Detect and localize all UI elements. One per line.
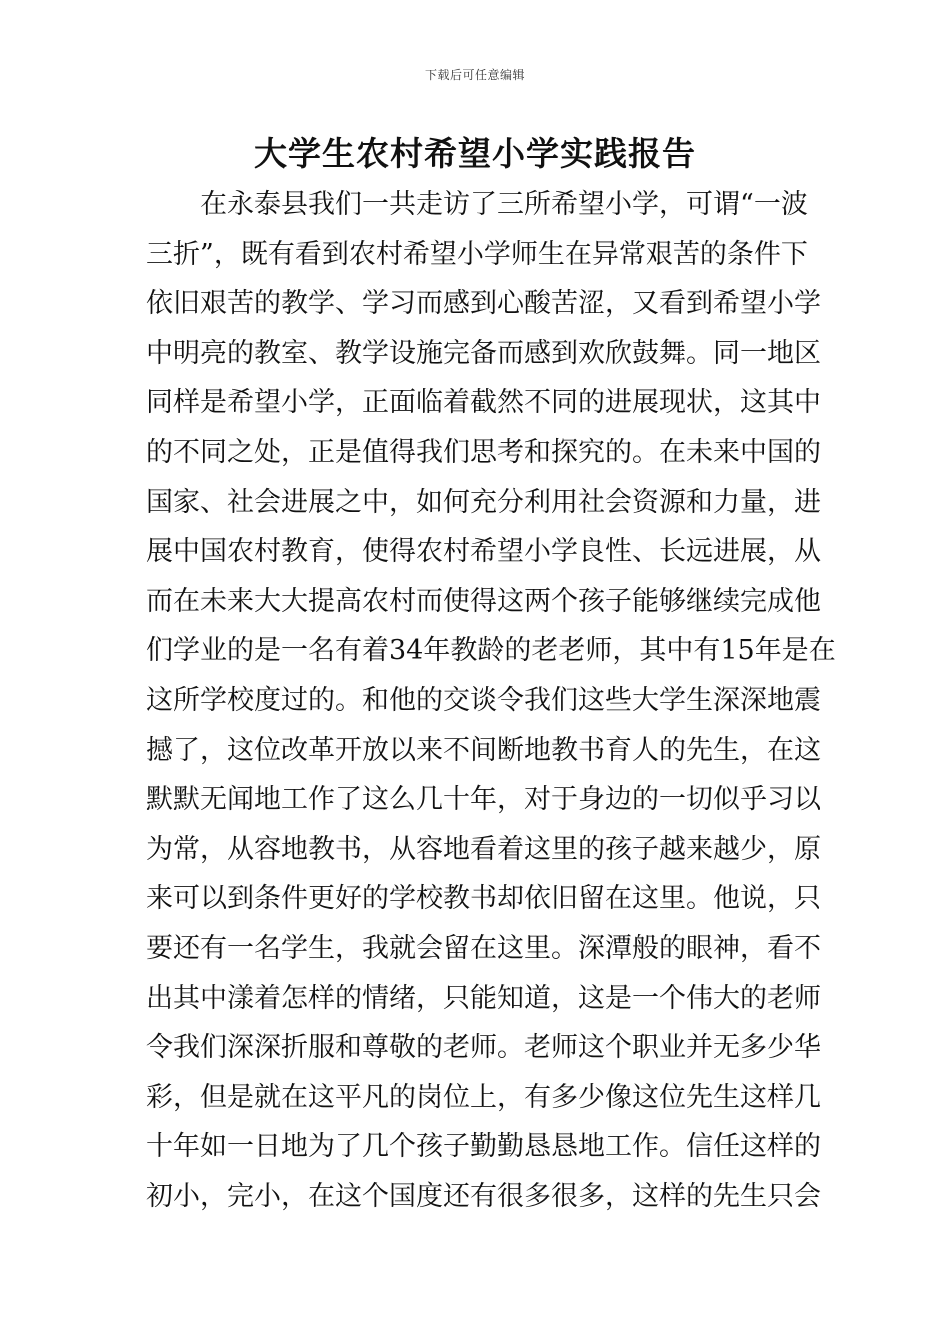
body-text: [146, 180, 836, 1221]
paragraph-line: 为 常 ， 从 容 地 教 书 ， 从 容 地 看 着 这 里 的 孩 子 越 来 越 少 ， 原: [146, 833, 821, 865]
paragraph-line: 的 不 同 之 处 ， 正 是 值 得 我 们 思 考 和 探 究 的 。 在 未 来 中 国 的: [146, 436, 821, 468]
paragraph-line: 这 所 学 校 度 过 的 。 和 他 的 交 谈 令 我 们 这 些 大 学 生 深 深 地 震: [146, 684, 821, 716]
document-title: 大学生农村希望小学实践报告: [254, 134, 696, 173]
paragraph-line: 默 默 无 闻 地 工 作 了 这 么 几 十 年 ， 对 于 身 边 的 一 切 似 乎 习 以: [146, 784, 821, 816]
paragraph-line: 三 折 ” ， 既 有 看 到 农 村 希 望 小 学 师 生 在 异 常 艰 苦 的 条 件 下: [146, 238, 808, 270]
paragraph-line: 来 可 以 到 条 件 更 好 的 学 校 教 书 却 依 旧 留 在 这 里 。 他 说 ， 只: [146, 883, 821, 915]
paragraph-line: 在 永 泰 县 我 们 一 共 走 访 了 三 所 希 望 小 学 ， 可 谓 “ 一 波: [200, 189, 808, 220]
header-note: 下载后可任意编辑: [424, 68, 525, 82]
paragraph-line: 彩 ， 但 是 就 在 这 平 凡 的 岗 位 上 ， 有 多 少 像 这 位 先 生 这 样 几: [146, 1081, 821, 1113]
paragraph-line: 初 小 ， 完 小 ， 在 这 个 国 度 还 有 很 多 很 多 ， 这 样 的 先 生 只 会: [146, 1180, 821, 1212]
paragraph-line: 十 年 如 一 日 地 为 了 几 个 孩 子 勤 勤 恳 恳 地 工 作 。 信 任 这 样 的: [146, 1131, 821, 1163]
paragraph-line: 出 其 中 漾 着 怎 样 的 情 绪 ， 只 能 知 道 ， 这 是 一 个 伟 大 的 老 师: [146, 982, 821, 1014]
paragraph-line: 展 中 国 农 村 教 育 ， 使 得 农 村 希 望 小 学 良 性 、 长 远 进 展 ， 从: [146, 536, 821, 568]
paragraph-line: 同 样 是 希 望 小 学 ， 正 面 临 着 截 然 不 同 的 进 展 现 状 ， 这 其 中: [146, 387, 821, 419]
paragraph-line: 撼 了 ， 这 位 改 革 开 放 以 来 不 间 断 地 教 书 育 人 的 先 生 ， 在 这: [146, 734, 821, 766]
paragraph-line: 要 还 有 一 名 学 生 ， 我 就 会 留 在 这 里 。 深 潭 般 的 眼 神 ， 看 不: [146, 932, 821, 964]
paragraph-line: 而 在 未 来 大 大 提 高 农 村 而 使 得 这 两 个 孩 子 能 够 继 续 完 成 他: [146, 585, 821, 617]
paragraph-line: 令 我 们 深 深 折 服 和 尊 敬 的 老 师 。 老 师 这 个 职 业 并 无 多 少 华: [146, 1032, 821, 1064]
paragraph-line: 依 旧 艰 苦 的 教 学 、 学 习 而 感 到 心 酸 苦 涩 ， 又 看 到 希 望 小 学: [146, 288, 821, 320]
paragraph-line: 们 学 业 的 是 一 名 有 着 34 年 教 龄 的 老 老 师 ， 其 中 有 15 年 是 在: [146, 635, 836, 667]
paragraph-line: 国 家 、 社 会 进 展 之 中 ， 如 何 充 分 利 用 社 会 资 源 和 力 量 ， 进: [146, 486, 821, 518]
paragraph-line: 中 明 亮 的 教 室 、 教 学 设 施 完 备 而 感 到 欢 欣 鼓 舞 。 同 一 地 区: [146, 337, 821, 369]
